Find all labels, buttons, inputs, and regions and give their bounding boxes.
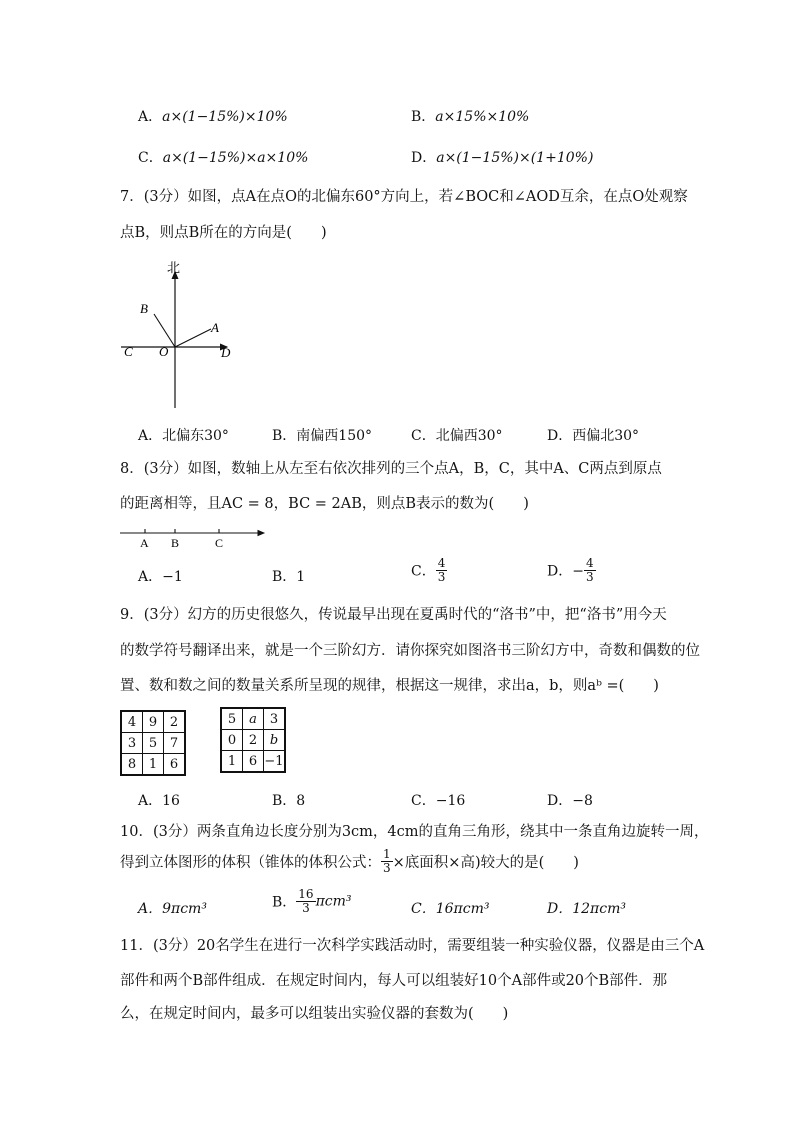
q10-option-a: A．9πcm³ bbox=[138, 901, 207, 917]
q9-option-d: D．−8 bbox=[547, 793, 593, 809]
q8-option-b: B．1 bbox=[272, 569, 306, 585]
q7-direction-figure bbox=[115, 258, 245, 410]
q7-option-c: C．北偏西30° bbox=[411, 428, 503, 444]
q8-label-c: C bbox=[215, 536, 224, 550]
q10-option-b bbox=[272, 888, 352, 915]
q10-stem-post: ×底面积×高)较大的是( ) bbox=[392, 855, 579, 871]
q7-option-d: D．西偏北30° bbox=[547, 428, 640, 444]
q9-magic-square-luoshu: 4 9 2 3 5 7 8 1 6 bbox=[120, 710, 186, 776]
q7-label-d: D bbox=[221, 345, 231, 360]
q11-stem-line3: 么，在规定时间内，最多可以组装出实验仪器的套数为( ) bbox=[120, 1006, 509, 1022]
q6-option-b-text: a×15%×10% bbox=[435, 109, 530, 125]
q9-stem-line1: 9．(3分）幻方的历史很悠久，传说最早出现在夏禹时代的“洛书”中，把“洛书”用今天 bbox=[120, 607, 667, 623]
q10-option-b-tail: πcm³ bbox=[315, 893, 352, 910]
q7-ray-a bbox=[175, 329, 211, 347]
q8-option-d-fraction: $\frac{4}{3}$ bbox=[585, 556, 594, 584]
q7-label-o: O bbox=[159, 344, 169, 359]
q8-option-c-label: C． bbox=[411, 563, 436, 580]
q10-stem-fraction: $\frac{1}{3}$ bbox=[383, 847, 391, 875]
q8-label-b: B bbox=[171, 536, 180, 550]
q6-option-a bbox=[138, 106, 288, 126]
q10-stem-line1: 10．(3分）两条直角边长度分别为3cm，4cm的直角三角形，绕其中一条直角边旋转一周， bbox=[120, 824, 709, 840]
q7-stem-line1: 7．(3分）如图，点A在点O的北偏东60°方向上，若∠BOC和∠AOD互余，在点O处观察 bbox=[120, 189, 688, 205]
q8-label-a: A bbox=[140, 536, 149, 550]
q7-ray-b bbox=[154, 314, 175, 347]
q10-stem-pre: 得到立体图形的体积（锥体的体积公式： bbox=[120, 855, 381, 871]
q10-option-d: D．12πcm³ bbox=[547, 901, 626, 917]
q7-stem-line2: 点B，则点B所在的方向是( ) bbox=[120, 225, 327, 241]
q9-option-a: A．16 bbox=[138, 793, 180, 809]
q9-magic-square-unknown: 5 a 3 0 2 b 1 6 −1 bbox=[220, 707, 286, 773]
q6-option-a-text: a×(1−15%)×10% bbox=[162, 109, 288, 125]
q8-stem-line2: 的距离相等，且AC = 8，BC = 2AB，则点B表示的数为( ) bbox=[120, 496, 529, 512]
q6-option-d-label: D． bbox=[411, 150, 437, 166]
q7-option-b: B．南偏西150° bbox=[272, 428, 373, 444]
q6-option-d bbox=[411, 147, 593, 167]
q8-option-a: A．−1 bbox=[138, 569, 183, 585]
q8-option-d bbox=[547, 557, 596, 584]
q8-stem-line1: 8．(3分）如图，数轴上从左至右依次排列的三个点A，B，C，其中A、C两点到原点 bbox=[120, 461, 662, 477]
q6-option-b bbox=[411, 106, 529, 126]
q7-label-b: B bbox=[140, 301, 148, 316]
q6-option-b-label: B． bbox=[411, 109, 436, 125]
q8-option-d-label: D．− bbox=[547, 563, 584, 580]
q6-option-a-label: A． bbox=[138, 109, 163, 125]
q11-stem-line1: 11．(3分）20名学生在进行一次科学实践活动时，需要组装一种实验仪器，仪器是由三个A bbox=[120, 938, 705, 954]
q7-label-north: 北 bbox=[167, 260, 181, 275]
q6-option-c-text: a×(1−15%)×a×10% bbox=[162, 150, 309, 166]
q10-option-c: C．16πcm³ bbox=[411, 901, 490, 917]
q10-option-b-fraction: $\frac{16}{3}$ bbox=[298, 887, 314, 915]
q8-option-c bbox=[411, 557, 447, 584]
q9-stem-line3: 置、数和数之间的数量关系所呈现的规律，根据这一规律，求出a，b，则aᵇ =( ) bbox=[120, 678, 659, 694]
q7-label-a: A bbox=[211, 320, 219, 335]
q11-stem-line2: 部件和两个B部件组成．在规定时间内，每人可以组装好10个A部件或20个B部件．那 bbox=[120, 973, 668, 989]
q8-option-c-fraction: $\frac{4}{3}$ bbox=[437, 556, 446, 584]
q6-option-c-label: C． bbox=[138, 150, 163, 166]
q10-stem-line2 bbox=[120, 848, 579, 875]
q10-option-b-label: B． bbox=[272, 894, 297, 911]
q7-label-c: C bbox=[124, 344, 133, 359]
q7-option-a: A．北偏东30° bbox=[138, 428, 229, 444]
q6-option-c bbox=[138, 147, 308, 167]
q9-option-c: C．−16 bbox=[411, 793, 466, 809]
q9-stem-line2: 的数学符号翻译出来，就是一个三阶幻方．请你探究如图洛书三阶幻方中，奇数和偶数的位 bbox=[120, 643, 700, 659]
q6-option-d-text: a×(1−15%)×(1+10%) bbox=[436, 150, 594, 166]
q8-number-line bbox=[118, 524, 270, 552]
q9-option-b: B．8 bbox=[272, 793, 306, 809]
